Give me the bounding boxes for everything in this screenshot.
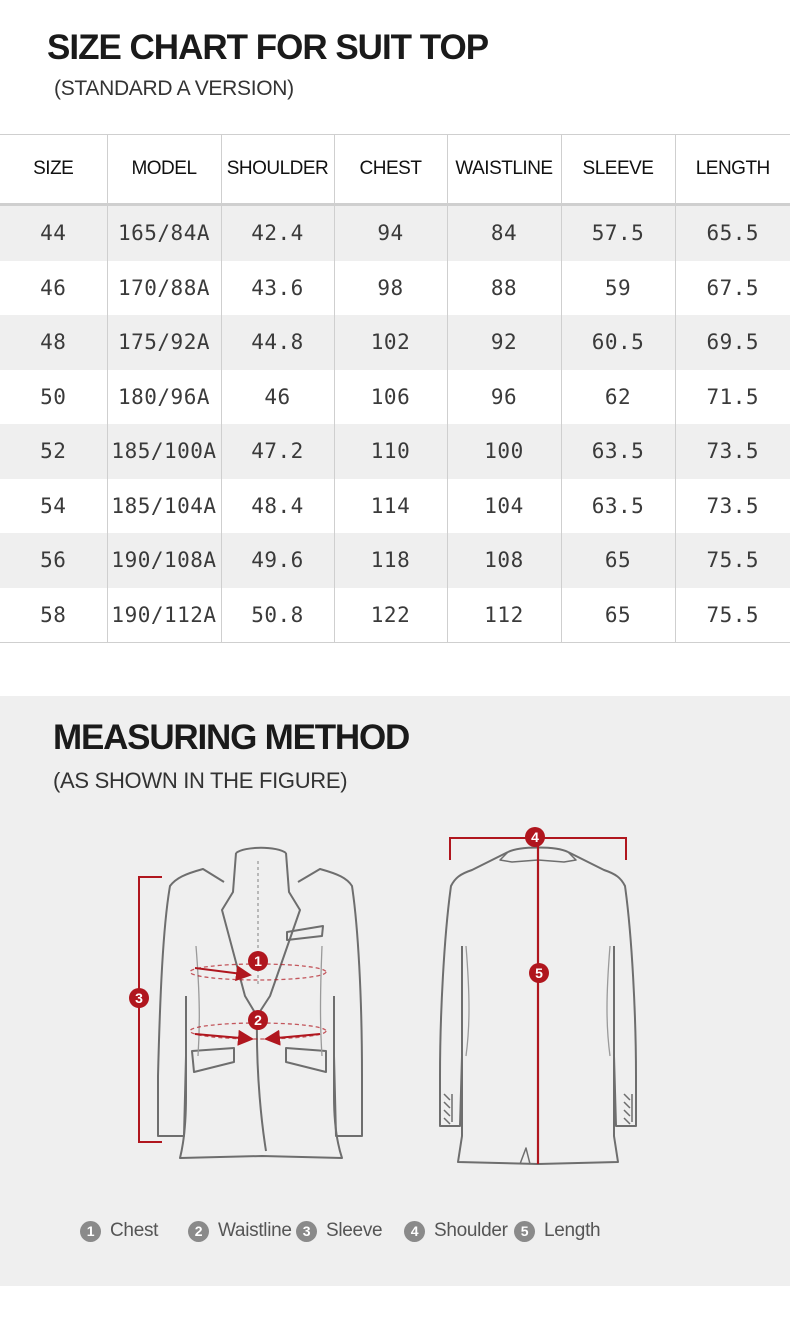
table-cell: 52	[0, 424, 107, 479]
table-cell: 62	[561, 370, 675, 425]
sleeve-marker	[129, 988, 149, 1008]
page-subtitle: (STANDARD A VERSION)	[54, 77, 294, 100]
legend-number-badge: 2	[188, 1221, 209, 1242]
table-cell: 102	[334, 315, 447, 370]
table-cell: 110	[334, 424, 447, 479]
column-header: SLEEVE	[561, 135, 675, 205]
table-cell: 122	[334, 588, 447, 643]
waistline-marker	[248, 1010, 268, 1030]
table-cell: 118	[334, 533, 447, 588]
table-cell: 56	[0, 533, 107, 588]
column-header: SIZE	[0, 135, 107, 205]
table-cell: 50.8	[221, 588, 334, 643]
table-cell: 67.5	[675, 261, 790, 316]
measuring-title: MEASURING METHOD	[53, 718, 410, 757]
table-cell: 69.5	[675, 315, 790, 370]
table-row	[0, 370, 790, 425]
table-cell: 165/84A	[107, 205, 221, 261]
legend-label: Sleeve	[326, 1220, 383, 1241]
table-cell: 50	[40, 384, 67, 409]
table-cell: 44	[0, 205, 107, 261]
legend-number-badge: 3	[296, 1221, 317, 1242]
legend-label: Length	[544, 1220, 601, 1241]
measuring-subtitle: (AS SHOWN IN THE FIGURE)	[53, 768, 348, 793]
table-cell: 108	[447, 533, 561, 588]
column-header: CHEST	[334, 135, 447, 205]
table-row	[0, 479, 790, 534]
legend-item-chest	[80, 1220, 158, 1242]
svg-text:1: 1	[254, 953, 262, 969]
table-cell: 65	[561, 588, 675, 643]
table-row	[0, 588, 790, 643]
legend-number-badge: 4	[404, 1221, 425, 1242]
chest-marker	[248, 951, 268, 971]
shoulder-marker	[525, 827, 545, 847]
legend-number-badge: 5	[514, 1221, 535, 1242]
legend-number-badge: 1	[80, 1221, 101, 1242]
svg-text:4: 4	[531, 829, 539, 845]
table-cell: 65	[561, 533, 675, 588]
table-cell: 112	[447, 588, 561, 643]
front-jacket-drawing	[158, 848, 362, 1158]
table-cell: 48	[0, 315, 107, 370]
column-header: WAISTLINE	[447, 135, 561, 205]
legend-label: Shoulder	[434, 1220, 508, 1241]
measuring-method-panel	[0, 696, 790, 1286]
table-cell: 44.8	[221, 315, 334, 370]
legend-item-sleeve	[296, 1220, 382, 1242]
table-cell: 63.5	[561, 424, 675, 479]
table-cell: 73.5	[675, 424, 790, 479]
table-cell: 58	[0, 588, 107, 643]
table-cell: 54	[40, 493, 67, 518]
table-cell: 104	[447, 479, 561, 534]
table-cell: 57.5	[561, 205, 675, 261]
column-header: SHOULDER	[221, 135, 334, 205]
column-header: LENGTH	[675, 135, 790, 205]
table-cell: 96	[447, 370, 561, 425]
table-cell: 63.5	[561, 479, 675, 534]
legend-label: Chest	[110, 1220, 159, 1241]
table-header-row	[0, 135, 790, 205]
table-cell: 46	[221, 370, 334, 425]
table-cell: 71.5	[675, 370, 790, 425]
suit-measurement-figure	[0, 696, 790, 1286]
table-cell: 42.4	[221, 205, 334, 261]
table-cell: 49.6	[221, 533, 334, 588]
table-cell: 75.5	[675, 533, 790, 588]
table-cell: 190/108A	[107, 533, 221, 588]
column-header: MODEL	[107, 135, 221, 205]
table-cell: 88	[447, 261, 561, 316]
table-row	[0, 261, 790, 316]
table-row	[0, 533, 790, 588]
size-chart-table	[0, 134, 790, 643]
table-cell: 47.2	[221, 424, 334, 479]
table-row	[0, 424, 790, 479]
table-cell: 84	[447, 205, 561, 261]
table-cell: 175/92A	[107, 315, 221, 370]
table-cell: 170/88A	[107, 261, 221, 316]
table-cell: 73.5	[675, 479, 790, 534]
table-cell: 75.5	[675, 588, 790, 643]
legend-item-shoulder	[404, 1220, 508, 1242]
table-cell: 185/104A	[107, 479, 221, 534]
legend-item-waistline	[188, 1220, 292, 1242]
svg-text:3: 3	[135, 990, 143, 1006]
table-row	[0, 205, 790, 261]
table-row	[0, 315, 790, 370]
table-cell: 59	[561, 261, 675, 316]
page-title: SIZE CHART FOR SUIT TOP	[47, 28, 489, 67]
table-cell: 190/112A	[107, 588, 221, 643]
legend-label: Waistline	[218, 1220, 292, 1241]
measurement-legend	[80, 1220, 760, 1244]
table-cell: 94	[334, 205, 447, 261]
table-cell: 65.5	[675, 205, 790, 261]
table-cell: 106	[334, 370, 447, 425]
table-cell: 43.6	[221, 261, 334, 316]
table-cell: 185/100A	[107, 424, 221, 479]
table-cell: 46	[40, 275, 67, 300]
table-cell: 48.4	[221, 479, 334, 534]
table-cell: 92	[447, 315, 561, 370]
table-cell: 180/96A	[107, 370, 221, 425]
table-cell: 98	[334, 261, 447, 316]
table-cell: 114	[334, 479, 447, 534]
table-cell: 100	[447, 424, 561, 479]
legend-item-length	[514, 1220, 600, 1242]
length-marker	[529, 963, 549, 983]
svg-text:2: 2	[254, 1012, 262, 1028]
table-cell: 60.5	[561, 315, 675, 370]
svg-text:5: 5	[535, 965, 543, 981]
